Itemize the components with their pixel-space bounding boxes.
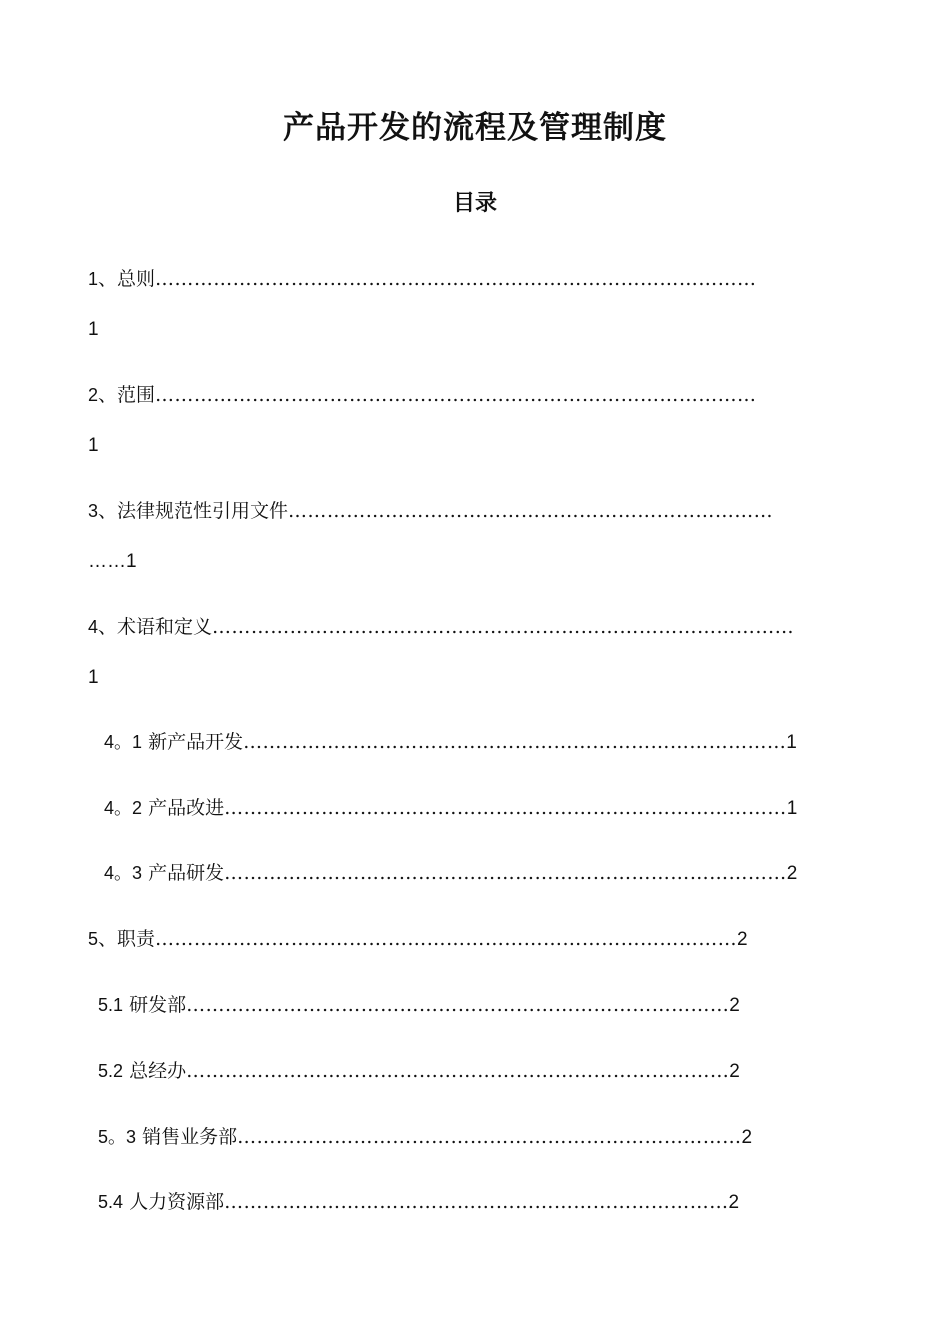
toc-entry-dots: …………………………………………………………………… [224, 1191, 729, 1213]
toc-entry-number: 5。3 [98, 1127, 137, 1147]
toc-entry-label: 、法律规范性引用文件 [98, 500, 289, 522]
toc-entry-number: 1 [88, 269, 99, 289]
toc-entry-dots: ………………………………………………………………………………… [155, 384, 757, 406]
toc-entry-label: 人力资源部 [129, 1191, 225, 1213]
toc-entry-label: 产品改进 [148, 797, 225, 819]
toc-entry-page-number: 1 [786, 798, 798, 819]
toc-entry-page-number: 2 [737, 929, 748, 950]
toc-entry-label: 新产品开发 [148, 731, 244, 753]
toc-entry-label: 总经办 [129, 1060, 187, 1082]
toc-entry-number: 2 [88, 385, 99, 405]
toc-entry-4[interactable] [88, 614, 858, 640]
toc-entry-number: 4。3 [104, 863, 143, 883]
toc-entry-page-number: 2 [741, 1127, 753, 1148]
toc-entry-number: 5 [88, 929, 99, 949]
toc-entry-5-1[interactable] [98, 992, 838, 1019]
toc-entry-number: 4。1 [104, 732, 143, 752]
toc-entry-4-2[interactable] [104, 795, 860, 822]
toc-entry-1-page [88, 316, 99, 343]
toc-entry-page-number: ……1 [88, 551, 137, 572]
toc-entry-label: 销售业务部 [142, 1126, 238, 1148]
toc-entry-5-4[interactable] [98, 1189, 838, 1216]
toc-entry-5-2[interactable] [98, 1058, 838, 1085]
toc-entry-dots: …………………………………………………………………………… [224, 862, 787, 884]
toc-entry-number: 5.2 [98, 1061, 124, 1081]
toc-entry-1[interactable] [88, 266, 858, 292]
toc-entry-dots: ………………………………………………………………………… [243, 731, 787, 753]
toc-entry-4-page [88, 664, 99, 691]
toc-entry-3-page [88, 548, 137, 575]
toc-entry-number: 4。2 [104, 798, 143, 818]
toc-entry-page-number: 1 [88, 435, 99, 456]
toc-entry-page-number: 1 [88, 667, 99, 688]
toc-entry-page-number: 2 [729, 995, 740, 1016]
toc-entry-dots: ………………………………………………………………………………… [155, 268, 757, 290]
toc-entry-number: 5.4 [98, 1192, 124, 1212]
toc-entry-label: 产品研发 [148, 862, 225, 884]
toc-entry-page-number: 2 [728, 1192, 740, 1213]
toc-entry-label: 研发部 [129, 994, 187, 1016]
toc-heading: 目录 [452, 190, 497, 216]
toc-entry-page-number: 1 [88, 319, 99, 340]
toc-entry-dots: …………………………………………………………………………… [224, 797, 787, 819]
toc-entry-dots: ………………………………………………………………………… [186, 1060, 730, 1082]
toc-entry-number: 3 [88, 501, 99, 521]
toc-entry-2-page [88, 432, 99, 459]
toc-entry-dots: …………………………………………………………………… [237, 1126, 742, 1148]
toc-entry-dots: ………………………………………………………………… [288, 500, 774, 522]
toc-entry-page-number: 2 [729, 1061, 740, 1082]
toc-entry-5-3[interactable] [98, 1124, 854, 1151]
toc-entry-label: 、术语和定义 [98, 616, 213, 638]
toc-entry-number: 5.1 [98, 995, 124, 1015]
toc-entry-3[interactable] [88, 498, 858, 524]
toc-entry-dots: ……………………………………………………………………………… [212, 616, 795, 638]
toc-entry-4-1[interactable] [104, 729, 860, 756]
toc-entry-page-number: 2 [786, 863, 798, 884]
toc-entry-number: 4 [88, 617, 99, 637]
toc-entry-page-number: 1 [786, 732, 797, 753]
toc-entry-label: 、职责 [98, 928, 156, 950]
toc-entry-4-3[interactable] [104, 860, 860, 887]
toc-entry-dots: ……………………………………………………………………………… [155, 928, 738, 950]
document-title: 产品开发的流程及管理制度 [283, 110, 667, 146]
toc-entry-label: 、范围 [98, 384, 156, 406]
toc-entry-5[interactable] [88, 926, 850, 953]
toc-entry-2[interactable] [88, 382, 858, 408]
toc-entry-dots: ………………………………………………………………………… [186, 994, 730, 1016]
toc-entry-label: 、总则 [98, 268, 156, 290]
